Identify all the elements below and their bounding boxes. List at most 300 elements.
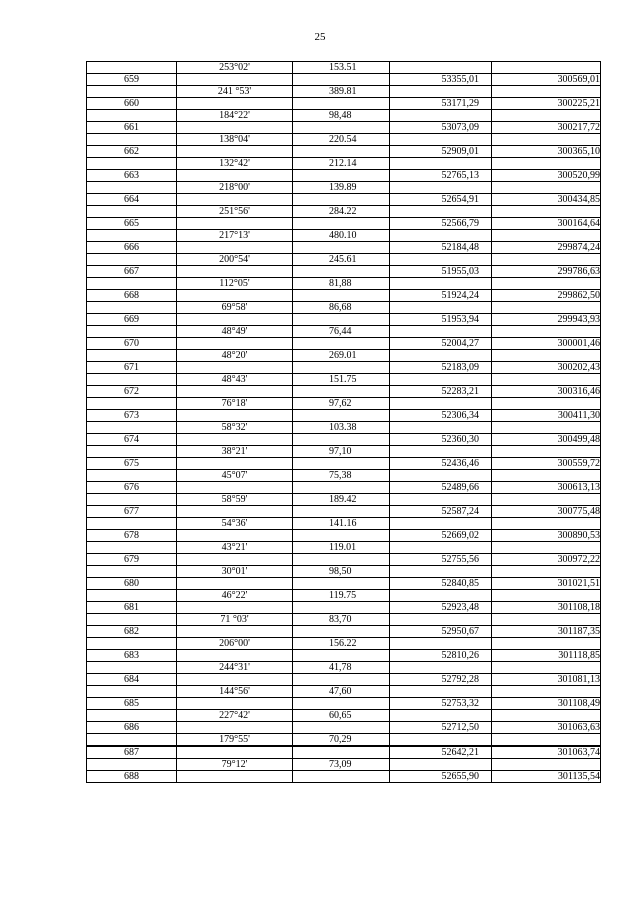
x-coordinate-cell: [390, 590, 492, 602]
x-coordinate-cell: 52184,48: [390, 242, 492, 254]
point-row: [87, 122, 601, 134]
x-coordinate-cell: 52183,09: [390, 362, 492, 374]
x-coordinate-cell: 52909,01: [390, 146, 492, 158]
x-coordinate-cell: 52840,85: [390, 578, 492, 590]
point-number-cell: [87, 302, 177, 314]
x-coordinate-cell: 51924,24: [390, 290, 492, 302]
point-row: [87, 674, 601, 686]
distance-cell: [293, 771, 390, 783]
distance-cell: 83,70: [293, 614, 390, 626]
distance-cell: [293, 314, 390, 326]
bearing-angle-cell: 179°55': [177, 734, 293, 747]
bearing-angle-cell: 138°04': [177, 134, 293, 146]
segment-row: [87, 494, 601, 506]
segment-row: [87, 398, 601, 410]
distance-cell: [293, 98, 390, 110]
segment-row: [87, 614, 601, 626]
y-coordinate-cell: 301108,49: [492, 698, 601, 710]
bearing-angle-cell: [177, 458, 293, 470]
y-coordinate-cell: 301108,18: [492, 602, 601, 614]
bearing-angle-cell: [177, 98, 293, 110]
y-coordinate-cell: [492, 446, 601, 458]
distance-cell: [293, 506, 390, 518]
bearing-angle-cell: [177, 290, 293, 302]
point-number-cell: [87, 710, 177, 722]
distance-cell: 47,60: [293, 686, 390, 698]
point-row: [87, 194, 601, 206]
x-coordinate-cell: 51953,94: [390, 314, 492, 326]
y-coordinate-cell: 301021,51: [492, 578, 601, 590]
distance-cell: 189.42: [293, 494, 390, 506]
segment-row: [87, 86, 601, 98]
point-number-cell: [87, 134, 177, 146]
point-row: [87, 722, 601, 734]
x-coordinate-cell: 52712,50: [390, 722, 492, 734]
bearing-angle-cell: [177, 771, 293, 783]
distance-cell: [293, 338, 390, 350]
distance-cell: 41,78: [293, 662, 390, 674]
y-coordinate-cell: [492, 206, 601, 218]
y-coordinate-cell: [492, 374, 601, 386]
y-coordinate-cell: 301118,85: [492, 650, 601, 662]
segment-row: [87, 230, 601, 242]
point-number-cell: 666: [87, 242, 177, 254]
y-coordinate-cell: [492, 230, 601, 242]
distance-cell: [293, 170, 390, 182]
distance-cell: 76,44: [293, 326, 390, 338]
bearing-angle-cell: 218°00': [177, 182, 293, 194]
x-coordinate-cell: [390, 422, 492, 434]
x-coordinate-cell: [390, 110, 492, 122]
bearing-angle-cell: [177, 410, 293, 422]
y-coordinate-cell: [492, 254, 601, 266]
point-row: [87, 626, 601, 638]
y-coordinate-cell: [492, 638, 601, 650]
point-row: [87, 771, 601, 783]
distance-cell: 98,50: [293, 566, 390, 578]
y-coordinate-cell: [492, 422, 601, 434]
point-number-cell: 673: [87, 410, 177, 422]
x-coordinate-cell: 52489,66: [390, 482, 492, 494]
bearing-angle-cell: 71 °03': [177, 614, 293, 626]
point-number-cell: [87, 278, 177, 290]
point-number-cell: [87, 566, 177, 578]
y-coordinate-cell: 300890,53: [492, 530, 601, 542]
distance-cell: [293, 266, 390, 278]
y-coordinate-cell: [492, 326, 601, 338]
y-coordinate-cell: [492, 86, 601, 98]
segment-row: [87, 206, 601, 218]
bearing-angle-cell: [177, 146, 293, 158]
distance-cell: 97,10: [293, 446, 390, 458]
point-number-cell: 679: [87, 554, 177, 566]
bearing-angle-cell: 144°56': [177, 686, 293, 698]
distance-cell: 119.75: [293, 590, 390, 602]
page-number: 25: [314, 31, 326, 43]
segment-row: [87, 686, 601, 698]
point-number-cell: [87, 734, 177, 747]
x-coordinate-cell: 52306,34: [390, 410, 492, 422]
point-number-cell: 663: [87, 170, 177, 182]
x-coordinate-cell: 52004,27: [390, 338, 492, 350]
y-coordinate-cell: [492, 158, 601, 170]
bearing-angle-cell: 46°22': [177, 590, 293, 602]
distance-cell: 480.10: [293, 230, 390, 242]
x-coordinate-cell: 53355,01: [390, 74, 492, 86]
distance-cell: [293, 698, 390, 710]
y-coordinate-cell: [492, 614, 601, 626]
point-number-cell: 671: [87, 362, 177, 374]
point-number-cell: [87, 86, 177, 98]
point-row: [87, 242, 601, 254]
x-coordinate-cell: 52655,90: [390, 771, 492, 783]
segment-row: [87, 158, 601, 170]
y-coordinate-cell: 301063,63: [492, 722, 601, 734]
y-coordinate-cell: 300613,13: [492, 482, 601, 494]
point-number-cell: 674: [87, 434, 177, 446]
y-coordinate-cell: 300499,48: [492, 434, 601, 446]
point-number-cell: [87, 254, 177, 266]
segment-row: [87, 110, 601, 122]
x-coordinate-cell: 52753,32: [390, 698, 492, 710]
x-coordinate-cell: [390, 230, 492, 242]
y-coordinate-cell: 299786,63: [492, 266, 601, 278]
segment-row: [87, 326, 601, 338]
point-row: [87, 146, 601, 158]
segment-row: [87, 542, 601, 554]
segment-row: [87, 302, 601, 314]
distance-cell: [293, 410, 390, 422]
distance-cell: [293, 290, 390, 302]
x-coordinate-cell: [390, 86, 492, 98]
point-row: [87, 602, 601, 614]
point-number-cell: [87, 374, 177, 386]
y-coordinate-cell: [492, 302, 601, 314]
segment-row: [87, 518, 601, 530]
point-number-cell: 686: [87, 722, 177, 734]
distance-cell: 98,48: [293, 110, 390, 122]
point-number-cell: [87, 590, 177, 602]
x-coordinate-cell: [390, 710, 492, 722]
y-coordinate-cell: [492, 590, 601, 602]
distance-cell: [293, 386, 390, 398]
y-coordinate-cell: 300520,99: [492, 170, 601, 182]
point-number-cell: 664: [87, 194, 177, 206]
bearing-angle-cell: [177, 746, 293, 759]
point-row: [87, 578, 601, 590]
bearing-angle-cell: 241 °53': [177, 86, 293, 98]
y-coordinate-cell: [492, 62, 601, 74]
distance-cell: 220.54: [293, 134, 390, 146]
bearing-angle-cell: 58°59': [177, 494, 293, 506]
segment-row: [87, 422, 601, 434]
distance-cell: 75,38: [293, 470, 390, 482]
bearing-angle-cell: 45°07': [177, 470, 293, 482]
bearing-angle-cell: [177, 170, 293, 182]
point-number-cell: [87, 158, 177, 170]
bearing-angle-cell: 217°13': [177, 230, 293, 242]
x-coordinate-cell: [390, 134, 492, 146]
y-coordinate-cell: [492, 518, 601, 530]
x-coordinate-cell: 52755,56: [390, 554, 492, 566]
bearing-angle-cell: 112°05': [177, 278, 293, 290]
y-coordinate-cell: 300559,72: [492, 458, 601, 470]
y-coordinate-cell: 300365,10: [492, 146, 601, 158]
point-number-cell: 688: [87, 771, 177, 783]
y-coordinate-cell: 300775,48: [492, 506, 601, 518]
x-coordinate-cell: 52792,28: [390, 674, 492, 686]
distance-cell: [293, 650, 390, 662]
point-number-cell: 684: [87, 674, 177, 686]
distance-cell: 139.89: [293, 182, 390, 194]
segment-row: [87, 446, 601, 458]
distance-cell: [293, 146, 390, 158]
point-number-cell: [87, 230, 177, 242]
point-row: [87, 506, 601, 518]
point-number-cell: 670: [87, 338, 177, 350]
point-row: [87, 650, 601, 662]
y-coordinate-cell: 300434,85: [492, 194, 601, 206]
point-number-cell: [87, 350, 177, 362]
y-coordinate-cell: [492, 710, 601, 722]
x-coordinate-cell: 53073,09: [390, 122, 492, 134]
point-number-cell: 660: [87, 98, 177, 110]
x-coordinate-cell: 51955,03: [390, 266, 492, 278]
y-coordinate-cell: [492, 134, 601, 146]
bearing-angle-cell: 206°00': [177, 638, 293, 650]
point-number-cell: 668: [87, 290, 177, 302]
bearing-angle-cell: 30°01': [177, 566, 293, 578]
x-coordinate-cell: 52950,67: [390, 626, 492, 638]
distance-cell: 269.01: [293, 350, 390, 362]
x-coordinate-cell: [390, 326, 492, 338]
bearing-angle-cell: 79°12': [177, 759, 293, 771]
distance-cell: [293, 242, 390, 254]
table-body: [87, 62, 601, 783]
x-coordinate-cell: [390, 62, 492, 74]
y-coordinate-cell: 300217,72: [492, 122, 601, 134]
x-coordinate-cell: [390, 206, 492, 218]
segment-row: [87, 710, 601, 722]
bearing-angle-cell: [177, 626, 293, 638]
segment-row: [87, 62, 601, 74]
y-coordinate-cell: 301081,13: [492, 674, 601, 686]
point-number-cell: 669: [87, 314, 177, 326]
point-number-cell: [87, 422, 177, 434]
x-coordinate-cell: 53171,29: [390, 98, 492, 110]
y-coordinate-cell: 300411,30: [492, 410, 601, 422]
distance-cell: 103.38: [293, 422, 390, 434]
y-coordinate-cell: 300316,46: [492, 386, 601, 398]
x-coordinate-cell: 52360,30: [390, 434, 492, 446]
point-number-cell: 662: [87, 146, 177, 158]
x-coordinate-cell: 52923,48: [390, 602, 492, 614]
distance-cell: [293, 722, 390, 734]
distance-cell: [293, 554, 390, 566]
y-coordinate-cell: [492, 686, 601, 698]
x-coordinate-cell: [390, 374, 492, 386]
y-coordinate-cell: [492, 350, 601, 362]
y-coordinate-cell: 300164,64: [492, 218, 601, 230]
point-number-cell: [87, 662, 177, 674]
x-coordinate-cell: [390, 759, 492, 771]
distance-cell: 73,09: [293, 759, 390, 771]
y-coordinate-cell: 300001,46: [492, 338, 601, 350]
bearing-angle-cell: [177, 434, 293, 446]
distance-cell: [293, 362, 390, 374]
point-row: [87, 98, 601, 110]
point-number-cell: 678: [87, 530, 177, 542]
point-number-cell: 685: [87, 698, 177, 710]
distance-cell: [293, 74, 390, 86]
point-row: [87, 554, 601, 566]
point-row: [87, 434, 601, 446]
bearing-angle-cell: [177, 722, 293, 734]
bearing-angle-cell: 244°31': [177, 662, 293, 674]
distance-cell: 151.75: [293, 374, 390, 386]
point-number-cell: [87, 206, 177, 218]
x-coordinate-cell: 52436,46: [390, 458, 492, 470]
x-coordinate-cell: [390, 662, 492, 674]
bearing-angle-cell: [177, 338, 293, 350]
bearing-angle-cell: [177, 266, 293, 278]
distance-cell: 70,29: [293, 734, 390, 747]
bearing-angle-cell: 58°32': [177, 422, 293, 434]
x-coordinate-cell: 52642,21: [390, 746, 492, 759]
coordinates-table: [86, 61, 601, 783]
y-coordinate-cell: 301135,54: [492, 771, 601, 783]
point-row: [87, 218, 601, 230]
bearing-angle-cell: 69°58': [177, 302, 293, 314]
x-coordinate-cell: [390, 494, 492, 506]
point-number-cell: [87, 759, 177, 771]
point-row: [87, 266, 601, 278]
bearing-angle-cell: [177, 578, 293, 590]
bearing-angle-cell: [177, 554, 293, 566]
x-coordinate-cell: [390, 566, 492, 578]
bearing-angle-cell: [177, 674, 293, 686]
y-coordinate-cell: 300225,21: [492, 98, 601, 110]
bearing-angle-cell: 76°18': [177, 398, 293, 410]
x-coordinate-cell: [390, 638, 492, 650]
point-row: [87, 410, 601, 422]
bearing-angle-cell: [177, 530, 293, 542]
point-number-cell: 683: [87, 650, 177, 662]
bearing-angle-cell: [177, 194, 293, 206]
point-number-cell: 682: [87, 626, 177, 638]
y-coordinate-cell: [492, 398, 601, 410]
point-number-cell: [87, 470, 177, 482]
distance-cell: 81,88: [293, 278, 390, 290]
bearing-angle-cell: 184°22': [177, 110, 293, 122]
segment-row: [87, 278, 601, 290]
distance-cell: 284.22: [293, 206, 390, 218]
bearing-angle-cell: [177, 650, 293, 662]
point-number-cell: 681: [87, 602, 177, 614]
segment-row: [87, 662, 601, 674]
bearing-angle-cell: [177, 314, 293, 326]
distance-cell: [293, 122, 390, 134]
bearing-angle-cell: [177, 602, 293, 614]
point-row: [87, 698, 601, 710]
point-number-cell: [87, 614, 177, 626]
x-coordinate-cell: [390, 350, 492, 362]
point-number-cell: 659: [87, 74, 177, 86]
x-coordinate-cell: 52669,02: [390, 530, 492, 542]
point-number-cell: [87, 110, 177, 122]
x-coordinate-cell: [390, 278, 492, 290]
point-number-cell: [87, 182, 177, 194]
bearing-angle-cell: [177, 698, 293, 710]
x-coordinate-cell: [390, 446, 492, 458]
y-coordinate-cell: 299874,24: [492, 242, 601, 254]
segment-row: [87, 759, 601, 771]
bearing-angle-cell: [177, 386, 293, 398]
distance-cell: 60,65: [293, 710, 390, 722]
bearing-angle-cell: 48°20': [177, 350, 293, 362]
point-number-cell: [87, 398, 177, 410]
point-row: [87, 530, 601, 542]
point-row: [87, 386, 601, 398]
bearing-angle-cell: [177, 122, 293, 134]
distance-cell: 212.14: [293, 158, 390, 170]
distance-cell: 156.22: [293, 638, 390, 650]
x-coordinate-cell: 52566,79: [390, 218, 492, 230]
y-coordinate-cell: [492, 662, 601, 674]
point-number-cell: 680: [87, 578, 177, 590]
bearing-angle-cell: [177, 506, 293, 518]
y-coordinate-cell: [492, 278, 601, 290]
y-coordinate-cell: 301063,74: [492, 746, 601, 759]
point-row: [87, 458, 601, 470]
x-coordinate-cell: 52765,13: [390, 170, 492, 182]
y-coordinate-cell: 300972,22: [492, 554, 601, 566]
point-row: [87, 314, 601, 326]
distance-cell: [293, 218, 390, 230]
bearing-angle-cell: [177, 218, 293, 230]
bearing-angle-cell: 200°54': [177, 254, 293, 266]
point-row: [87, 746, 601, 759]
bearing-angle-cell: 253°02': [177, 62, 293, 74]
segment-row: [87, 470, 601, 482]
x-coordinate-cell: [390, 518, 492, 530]
point-number-cell: 676: [87, 482, 177, 494]
x-coordinate-cell: [390, 686, 492, 698]
segment-row: [87, 566, 601, 578]
point-number-cell: 675: [87, 458, 177, 470]
x-coordinate-cell: [390, 734, 492, 747]
point-number-cell: [87, 518, 177, 530]
y-coordinate-cell: [492, 542, 601, 554]
point-row: [87, 74, 601, 86]
point-row: [87, 482, 601, 494]
segment-row: [87, 638, 601, 650]
y-coordinate-cell: [492, 759, 601, 771]
point-number-cell: 672: [87, 386, 177, 398]
x-coordinate-cell: [390, 398, 492, 410]
distance-cell: 245.61: [293, 254, 390, 266]
distance-cell: [293, 530, 390, 542]
segment-row: [87, 590, 601, 602]
segment-row: [87, 254, 601, 266]
x-coordinate-cell: [390, 542, 492, 554]
distance-cell: 153.51: [293, 62, 390, 74]
distance-cell: 141.16: [293, 518, 390, 530]
y-coordinate-cell: 299862,50: [492, 290, 601, 302]
bearing-angle-cell: 132°42': [177, 158, 293, 170]
bearing-angle-cell: 43°21': [177, 542, 293, 554]
y-coordinate-cell: 299943,93: [492, 314, 601, 326]
